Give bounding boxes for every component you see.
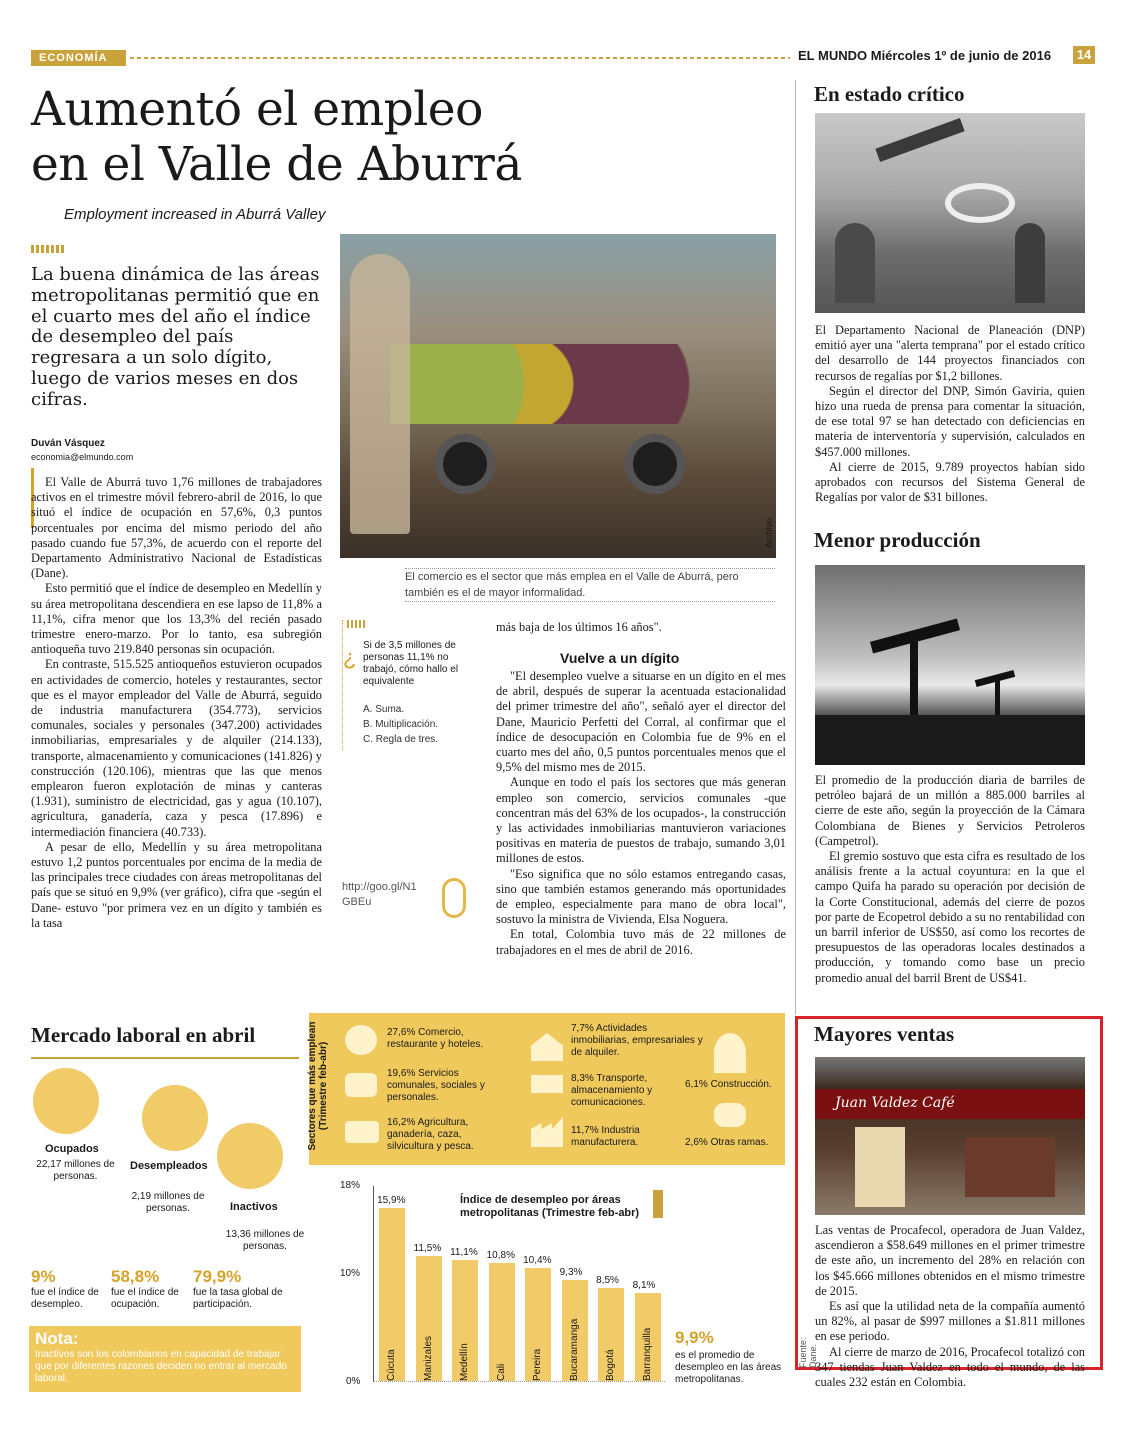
bar-category-label: Cali	[495, 1363, 507, 1381]
stat-1	[31, 1267, 106, 1311]
subtitle: Employment increased in Aburrá Valley	[64, 206, 326, 223]
page-number: 14	[1073, 46, 1095, 64]
sector-agriculture: 16,2% Agricultura, ganadería, caza, silvicultura y pesca.	[387, 1117, 474, 1152]
sidebar-1-paragraph-3: Al cierre de 2015, 9.789 proyectos habían sido aprobados con recursos del Sistema General de Regalías por valor de $31 billones.	[815, 459, 1085, 505]
cow-icon	[345, 1121, 379, 1143]
header-rule	[130, 57, 790, 59]
sidebar-2-paragraph-1: El promedio de la producción diaria de barriles de petróleo bajará de un millón a 885.000 barriles al cierre de este año, según la proyección de la Cámara Colombiana de Bienes y Servicios Petroleros (Campetrol).	[815, 773, 1085, 848]
sidebar-heading-1: En estado crítico	[814, 82, 965, 106]
sidebar-body-1	[815, 323, 1085, 505]
col2-paragraph-1: "El desempleo vuelve a situarse en un dígito en el mes de abril, después de superar la acentuada estacionalidad del primer trimestre del año", señaló ayer el director del Dane, Mauricio Perfetti del Corral, al confirmar que el índice de desocupación en Colombia fue de 9% en el cuarto mes del año, 0,5 puntos porcentuales menos que el 9,5% del mismo mes de 2015.	[496, 669, 786, 775]
group-value-ocupados: 22,17 millones de personas.	[36, 1159, 115, 1182]
sector-commerce: 27,6% Comercio, restaurante y hoteles.	[387, 1027, 484, 1050]
masthead	[798, 48, 1051, 63]
issue-date: Miércoles 1º de junio de 2016	[870, 48, 1052, 63]
sector-services: 19,6% Servicios comunales, sociales y personales.	[387, 1068, 485, 1103]
group-label-ocupados: Ocupados	[45, 1143, 99, 1155]
sector-industry: 11,7% Industria manufacturera.	[571, 1125, 640, 1148]
headline-line-1: Aumentó el empleo	[31, 82, 483, 137]
bar-value-label: 10,4%	[523, 1254, 552, 1266]
sectors-title: Sectores que más emplean (Trimestre feb-abr)	[307, 1021, 329, 1151]
y-tick-10: 10%	[340, 1268, 361, 1279]
group-label-desempleados: Desempleados	[130, 1160, 208, 1172]
sector-transport: 8,3% Transporte, almacenamiento y comunicaciones.	[571, 1073, 653, 1108]
sector-other: 2,6% Otras ramas.	[685, 1137, 769, 1148]
group-value-inactivos: 13,36 millones de personas.	[225, 1229, 305, 1252]
avg-value: 9,9%	[675, 1328, 714, 1347]
bar-category-label: Medellín	[459, 1343, 471, 1381]
photo-credit: Archivo	[764, 517, 774, 548]
workers-icon	[33, 1068, 99, 1134]
source: Fuente: Dane.	[798, 1337, 818, 1368]
stat-1-label: fue el índice de desempleo.	[31, 1287, 99, 1310]
note-text: Inactivos son los colombianos en capacidad de trabajar que por diferentes razones deciden no entrar al mercado laboral.	[35, 1349, 287, 1384]
excavator-photo	[815, 113, 1085, 313]
bar-category-label: Bucaramanga	[568, 1318, 580, 1381]
store-sign: Juan Valdez Café	[815, 1089, 1085, 1119]
quiz-option-a[interactable]: A. Suma.	[363, 704, 405, 715]
stat-2-value: 58,8%	[111, 1267, 160, 1286]
sector-construction: 6,1% Construcción.	[685, 1079, 772, 1090]
y-tick-0: 0%	[346, 1376, 361, 1387]
stat-3	[193, 1267, 288, 1311]
col2-top: más baja de los últimos 16 años".	[496, 620, 662, 634]
mouse-icon	[442, 878, 466, 918]
quiz-options	[363, 702, 481, 747]
headline-line-2: en el Valle de Aburrá	[31, 137, 522, 192]
sidebar-heading-3: Mayores ventas	[814, 1022, 955, 1046]
quiz-box	[342, 620, 482, 750]
bar-value-label: 9,3%	[559, 1266, 583, 1278]
article-column-2	[496, 669, 786, 958]
col1-paragraph-2: Esto permitió que el índice de desempleo en Medellín y su área metropolitana descendiera en ese lapso de 11,8% a 11,1%, cifra menor que los 13,3% del recién pasado trimestre enero-marzo. Por lo tanto, esa subregión antioqueña tuvo 219.840 personas sin ocupación.	[31, 581, 322, 657]
stat-2	[111, 1267, 191, 1311]
sidebar-3-paragraph-3: Al cierre de marzo de 2016, Procafecol totalizó con 347 tiendas Juan Valdez en todo el mundo, de las cuales 232 están en Colombia.	[815, 1344, 1085, 1390]
infographic-title-rule	[31, 1057, 299, 1059]
article-column-1	[31, 475, 322, 931]
bar-category-label: Pereira	[532, 1348, 544, 1381]
chart-title: Índice de desempleo por áreas metropolitanas (Trimestre feb-abr)	[460, 1194, 640, 1219]
headline	[31, 82, 522, 192]
bar-category-label: Barranquilla	[641, 1327, 653, 1381]
sidebar-3-paragraph-1: Las ventas de Procafecol, operadora de Juan Valdez, ascendieron a $58.649 millones en el primer trimestre de este año, un incremento del 28% en relación con los $45.666 millones obtenidos en el mismo trimestre de 2015.	[815, 1223, 1085, 1298]
question-icon: ¿	[343, 645, 357, 670]
sidebar-1-paragraph-2: Según el director del DNP, Simón Gaviria, quien hizo una rueda de prensa para comentar la situación, de ese total 97 se han detectado con deficiencias en materia de interventoría y supervisión, calculados en $457.000 millones.	[815, 383, 1085, 459]
bar-category-label: Bogotá	[605, 1349, 617, 1381]
lead-text: La buena dinámica de las áreas metropolitanas permitió que en el cuarto mes del año el índice de desempleo del país regresara a un solo dígito, luego de varios meses en dos cifras.	[31, 264, 320, 410]
lead-mark	[31, 245, 65, 253]
col2-paragraph-2: Aunque en todo el país los sectores que más generan empleo son comercio, servicios comunales -que concentran más del 63% de los ocupados-, la construcción y las actividades inmobiliarias mantuvieron variaciones positivas en materia de puestos de trabajo, sumando 3,01 millones de estos.	[496, 775, 786, 866]
photo-caption: El comercio es el sector que más emplea en el Valle de Aburrá, pero también es el de mayor informalidad.	[405, 568, 775, 602]
y-tick-18: 18%	[340, 1180, 361, 1191]
bar-value-label: 8,1%	[632, 1279, 656, 1291]
stat-1-value: 9%	[31, 1267, 56, 1286]
stat-3-label: fue la tasa global de participación.	[193, 1287, 283, 1310]
paper-name: EL MUNDO	[798, 48, 868, 63]
author-name: Duván Vásquez	[31, 438, 105, 449]
oil-pump-photo	[815, 565, 1085, 765]
quiz-option-b[interactable]: B. Multiplicación.	[363, 719, 439, 730]
col1-paragraph-4: A pesar de ello, Medellín y su área metropolitana estuvo 1,2 puntos porcentuales por encima de la media de las principales trece ciudades con áreas metropolitanas del país que se situó en 9,9% (ver gráfico), cifra que -según el Dane- estuvo "por primera vez en un dígito y también es la tasa	[31, 839, 322, 930]
market-photo	[340, 234, 776, 558]
handshake-icon	[345, 1073, 377, 1097]
quiz-mark	[347, 620, 367, 628]
bar-value-label: 11,5%	[413, 1242, 442, 1254]
sidebar-1-paragraph-1: El Departamento Nacional de Planeación (DNP) emitió ayer una "alerta temprana" por el estado crítico del desarrollo de 144 proyectos financiados con recursos de regalías por $1,2 billones.	[815, 323, 1085, 383]
bar-value-label: 15,9%	[377, 1194, 406, 1206]
group-label-inactivos: Inactivos	[230, 1201, 278, 1213]
unemployed-icon	[142, 1085, 208, 1151]
truck-icon	[531, 1075, 563, 1093]
bar-category-label: Cúcuta	[386, 1349, 398, 1381]
quiz-option-c[interactable]: C. Regla de tres.	[363, 734, 439, 745]
author-email: economia@elmundo.com	[31, 452, 134, 462]
stat-3-value: 79,9%	[193, 1267, 242, 1286]
inactive-icon	[217, 1123, 283, 1189]
chart-frame	[338, 1178, 818, 1388]
sidebar-3-paragraph-2: Es así que la utilidad neta de la compañía aumentó un 82%, al pasar de $997 millones a $1.811 millones en ese periodo.	[815, 1299, 1085, 1344]
infographic	[25, 1013, 818, 1398]
sector-real-estate: 7,7% Actividades inmobiliarias, empresariales y de alquiler.	[571, 1023, 703, 1058]
note-box	[29, 1326, 301, 1392]
sectors-box	[309, 1013, 785, 1165]
col1-paragraph-1: El Valle de Aburrá tuvo 1,76 millones de trabajadores activos en el trimestre móvil febrero-abril de 2016, lo que situó el índice de ocupación en 57,6%, 0,3 puntos porcentuales por encima del mismo periodo del año pasado cuando fue 57,3%, de acuerdo con el reporte del Departamento Administrativo Nacional de Estadísticas (Dane).	[31, 475, 322, 581]
stat-2-label: fue el índice de ocupación.	[111, 1287, 179, 1310]
subhead: Vuelve a un dígito	[560, 650, 680, 666]
factory-icon	[531, 1117, 563, 1147]
commerce-icon	[345, 1025, 377, 1055]
sidebar-2-paragraph-2: El gremio sostuvo que esta cifra es resultado de los análisis frente a la actual coyuntura: en la que el campo Quifa ha parado su operación por decisión de la Corte Constitucional, además del cierre de pozos por parte de Ecopetrol debido a su no rentabilidad con un barril inferior de US$50, así como los recortes de presupuestos de las operadoras locales destinados a producción, y tomando como base un precio promedio anual del barril Brent de US$41.	[815, 849, 1085, 985]
group-value-desempleados: 2,19 millones de personas.	[131, 1191, 205, 1214]
col1-paragraph-3: En contraste, 515.525 antioqueños estuvieron ocupados en actividades de comercio, hoteles y restaurantes, sector que es el mayor empleador del Valle de Aburrá, seguido de industria manufacturera (354.773), servicios comunales, sociales y personales (347.200) actividades inmobiliarias, empresariales y de alquiler (214.133), transporte, almacenamiento y comunicaciones (141.826) y construcción (120.106), mientras que las que menos emplearon fueron explotación de minas y canteras (1.931), suministro de electricidad, gas y agua (10.107), agricultura, ganadería, caza y pesca (17.896) e intermediación financiera (40.733).	[31, 657, 322, 839]
col2-paragraph-4: En total, Colombia tuvo más de 22 millones de trabajadores en el mes de abril de 2016.	[496, 927, 786, 957]
sidebar-heading-2: Menor producción	[814, 528, 981, 552]
store-photo	[815, 1057, 1085, 1215]
house-icon	[531, 1033, 563, 1061]
section-tag: ECONOMÍA	[31, 50, 126, 66]
link-text[interactable]: http://goo.gl/N1GBEu	[342, 881, 417, 908]
bar-value-label: 8,5%	[596, 1275, 619, 1287]
construction-icon	[714, 1033, 746, 1073]
sidebar-divider	[795, 80, 796, 1015]
sidebar-body-2	[815, 773, 1085, 986]
bar-value-label: 10,8%	[486, 1250, 515, 1262]
avg-label: es el promedio de desempleo en las áreas metropolitanas.	[675, 1350, 782, 1385]
sidebar-body-3	[815, 1223, 1085, 1390]
quiz-question: Si de 3,5 millones de personas 11,1% no trabajó, cómo hallo el equivalente	[363, 640, 459, 687]
infographic-title: Mercado laboral en abril	[31, 1023, 256, 1047]
people-icon	[714, 1103, 746, 1127]
note-title: Nota:	[35, 1329, 79, 1348]
col2-paragraph-3: "Eso significa que no sólo estamos entregando casas, sino que también estamos generando más oportunidades de empleo, especialmente para mano de obra local", sostuvo la ministra de Vivienda, Elsa Noguera.	[496, 866, 786, 927]
chart-title-accent	[653, 1190, 663, 1218]
bar-value-label: 11,1%	[450, 1247, 478, 1259]
bar-category-label: Manizales	[422, 1335, 434, 1381]
